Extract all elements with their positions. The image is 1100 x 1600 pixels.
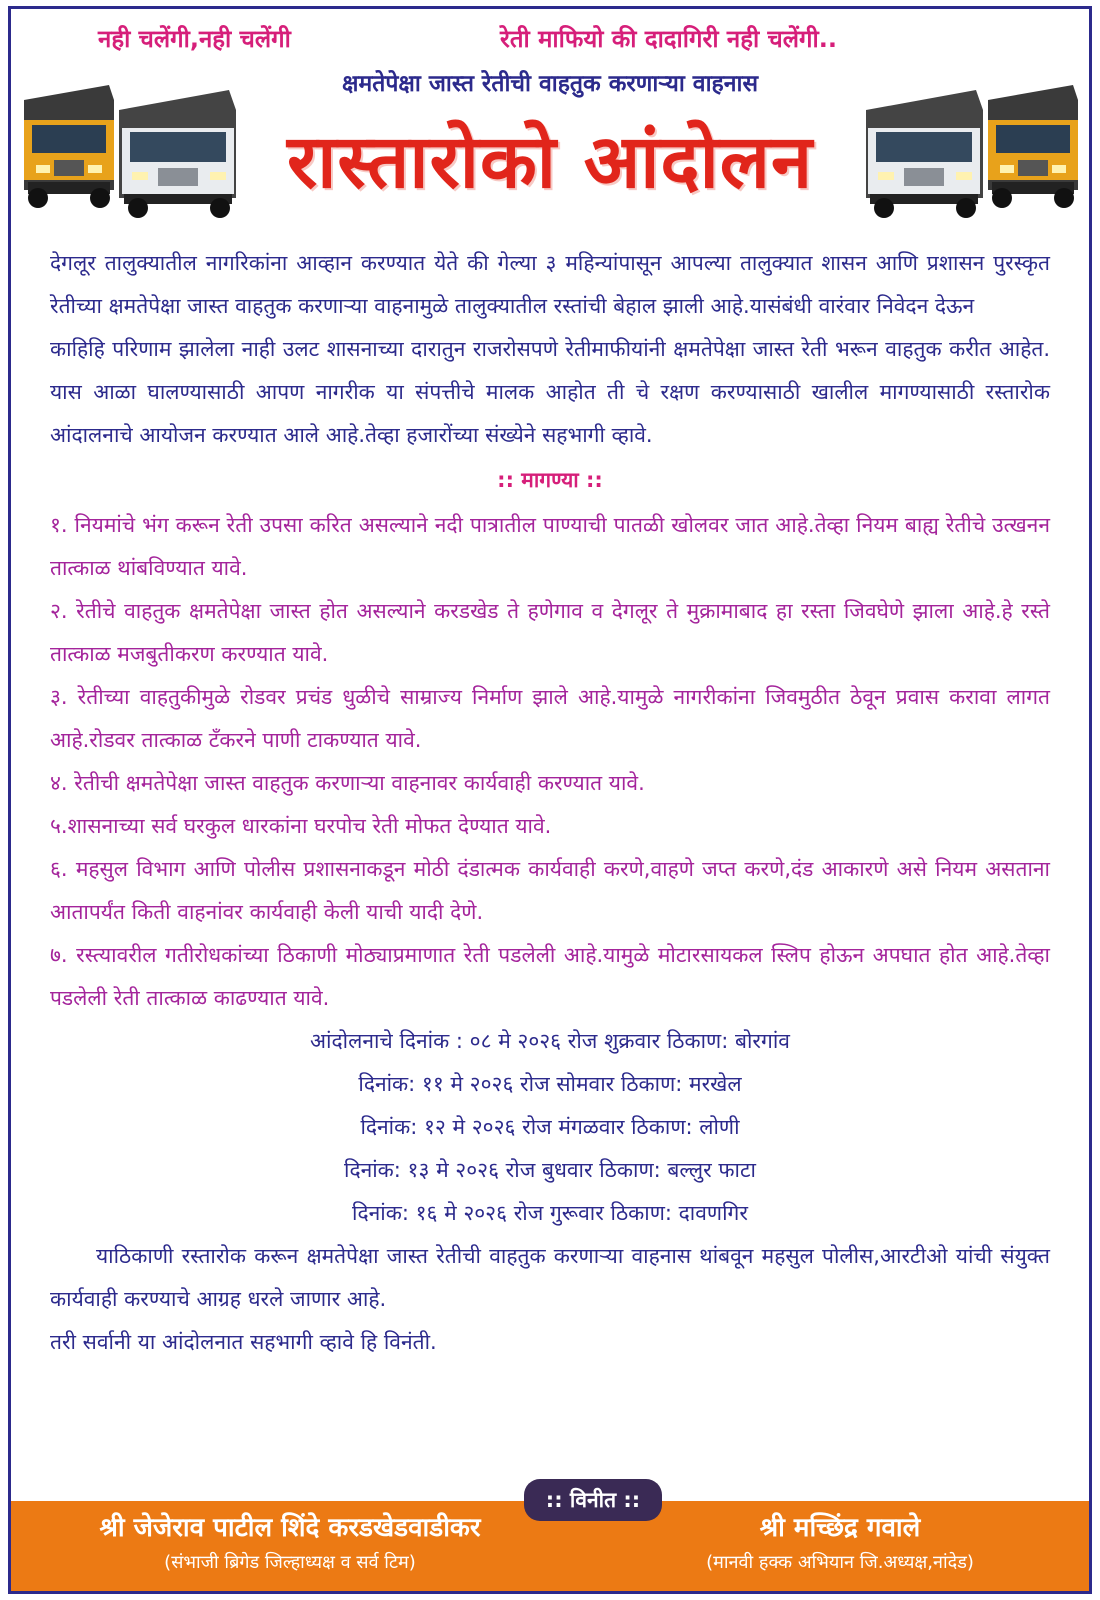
signer-2-role: (मानवी हक्क अभियान जि.अध्यक्ष,नांदेड) [706,1552,974,1573]
page-title: रास्तारोको आंदोलन [286,119,814,205]
truck-white-icon [119,90,236,218]
trucks-right-image [858,70,1088,220]
signer-1-name: श्री जेजेराव पाटील शिंदे करडखेडवाडीकर [99,1513,481,1543]
vineet-label: :: विनीत :: [524,1479,662,1521]
schedule-list [50,1020,1050,1235]
closing-paragraph: तरी सर्वानी या आंदोलनात सहभागी व्हावे हि विनंती. [50,1330,437,1354]
demands-heading: :: मागण्या :: [497,468,603,492]
intro-paragraph: देगलूर तालुक्यातील नागरिकांना आव्हान करण्यात येते की गेल्या ३ महिन्यांपासून आपल्या तालुक्यात शासन आणि प्रशासन पुरस्कृत रेतीच्या क्षमतेपेक्षा जास्त वाहतुक करणाऱ्या वाहनामुळे तालुक्यातील रस्तांची बेहाल झाली आहे.यासंबंधी वारंवार निवेदन देऊन [50,251,1050,318]
poster-header [0,0,1100,232]
demand-item: ४. रेतीची क्षमतेपेक्षा जास्त वाहतुक करणाऱ्या वाहनावर कार्यवाही करण्यात यावे. [50,771,645,795]
schedule-item: दिनांक: १३ मे २०२६ रोज बुधवार ठिकाण: बल्लुर फाटा [344,1158,756,1182]
closing-text [50,1235,1050,1364]
demand-item: ५.शासनाच्या सर्व घरकुल धारकांना घरपोच रेती मोफत देण्यात यावे. [50,814,552,838]
trucks-left-image [14,70,244,220]
closing-paragraph: याठिकाणी रस्तारोक करून क्षमतेपेक्षा जास्त रेतीची वाहतुक करणाऱ्या वाहनास थांबवून महसुल पोलीस,आरटीओ यांची संयुक्त कार्यवाही करण्याचे आग्रह धरले जाणार आहे. [50,1244,1050,1311]
demand-item: ३. रेतीच्या वाहतुकीमुळे रोडवर प्रचंड धुळीचे साम्राज्य निर्माण झाले आहे.यामुळे नागरीकांना जिवमुठीत ठेवून प्रवास करावा लागत आहे.रोडवर तात्काळ टँकरने पाणी टाकण्यात यावे. [50,685,1050,752]
demand-item: १. नियमांचे भंग करून रेती उपसा करित असल्याने नदी पात्रातील पाण्याची पातळी खोलवर जात आहे.तेव्हा नियम बाह्य रेतीचे उत्खनन तात्काळ थांबविण्यात यावे. [50,513,1050,580]
subtitle: क्षमतेपेक्षा जास्त रेतीची वाहतुक करणाऱ्या वाहनास [341,71,759,97]
intro-text [50,242,1050,457]
poster-body [50,242,1050,1364]
signer-1-role: (संभाजी ब्रिगेड जिल्हाध्यक्ष व सर्व टिम) [164,1552,416,1573]
schedule-item: दिनांक: १६ मे २०२६ रोज गुरूवार ठिकाण: दावणगिर [352,1201,748,1225]
demand-item: ७. रस्त्यावरील गतीरोधकांच्या ठिकाणी मोठ्याप्रमाणात रेती पडलेली आहे.यामुळे मोटारसायकल स्लिप होऊन अपघात होत आहे.तेव्हा पडलेली रेती तात्काळ काढण्यात यावे. [50,943,1050,1010]
demand-item: ६. महसुल विभाग आणि पोलीस प्रशासनाकडून मोठी दंडात्मक कार्यवाही करणे,वाहणे जप्त करणे,दंड आकारणे असे नियम असताना आतापर्यंत किती वाहनांवर कार्यवाही केली याची यादी देणे. [50,857,1050,924]
schedule-item: आंदोलनाचे दिनांक : ०८ मे २०२६ रोज शुक्रवार ठिकाण: बोरगांव [310,1029,790,1053]
schedule-item: दिनांक: १२ मे २०२६ रोज मंगळवार ठिकाण: लोणी [360,1115,740,1139]
slogan-right: रेती माफियो की दादागिरी नही चलेंगी.. [500,25,837,53]
truck-yellow-icon [988,85,1078,208]
truck-yellow-icon [24,85,114,208]
schedule-item: दिनांक: ११ मे २०२६ रोज सोमवार ठिकाण: मरखेल [358,1072,742,1096]
intro-paragraph: काहिहि परिणाम झालेला नाही उलट शासनाच्या दारातुन राजरोसपणे रेतीमाफीयांनी क्षमतेपेक्षा जास्त रेती भरून वाहतुक करीत आहेत. यास आळा घालण्यासाठी आपण नागरीक या संपत्तीचे मालक आहोत ती चे रक्षण करण्यासाठी खालील मागण्यासाठी रस्तारोक आंदालनाचे आयोजन करण्यात आले आहे.तेव्हा हजारोंच्या संख्येने सहभागी व्हावे. [50,337,1050,447]
signer-2-name: श्री मच्छिंद्र गवाले [759,1513,921,1543]
slogan-left: नही चलेंगी,नही चलेंगी [98,25,291,53]
demand-item: २. रेतीचे वाहतुक क्षमतेपेक्षा जास्त होत असल्याने करडखेड ते हणेगाव व देगलूर ते मुक्रामाबाद हा रस्ता जिवघेणे झाला आहे.हे रस्ते तात्काळ मजबुतीकरण करण्यात यावे. [50,599,1050,666]
demands-list [50,504,1050,1020]
truck-white-icon [866,90,983,218]
